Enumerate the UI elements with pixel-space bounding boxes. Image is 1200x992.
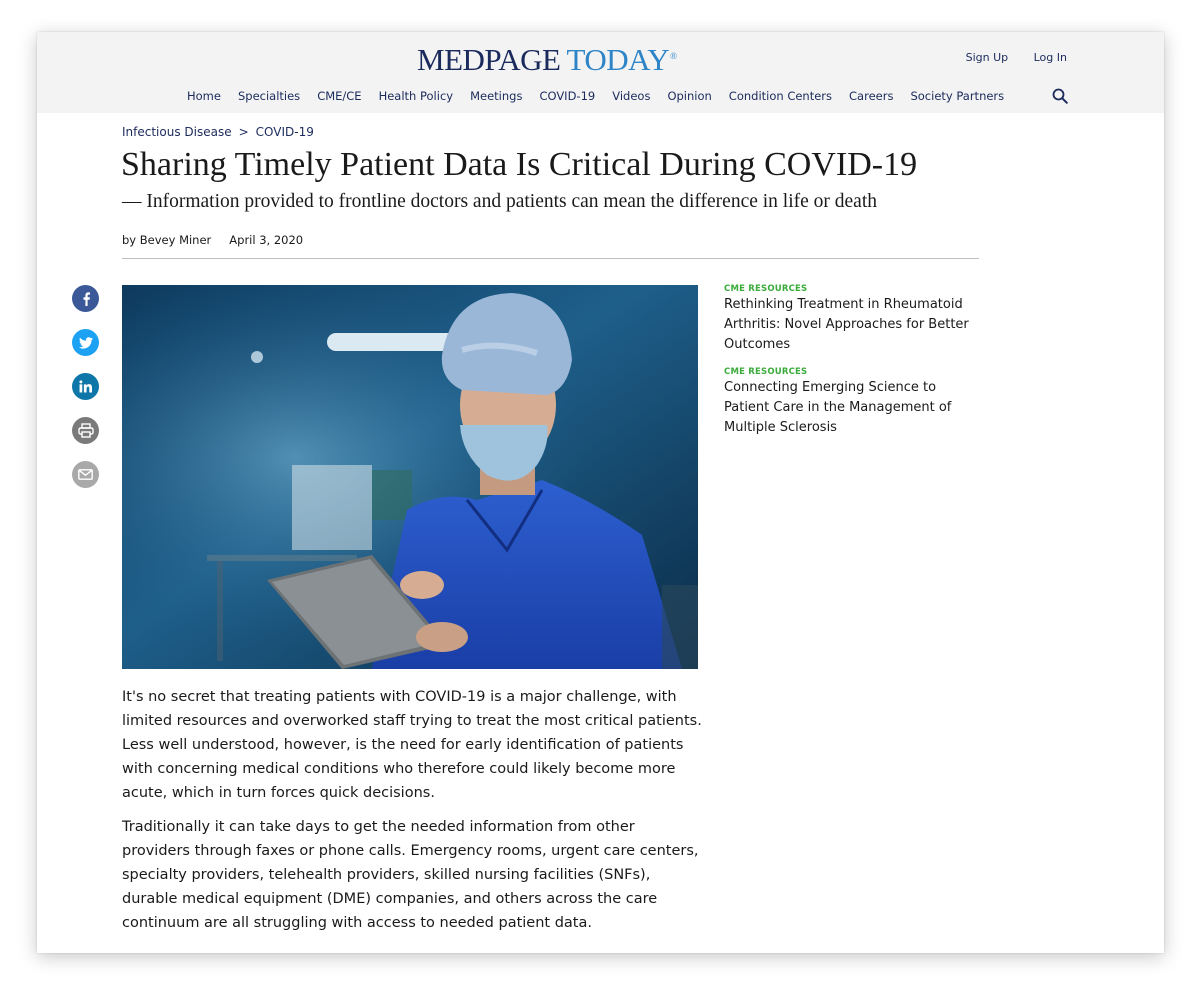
- nav-item-opinion[interactable]: Opinion: [667, 89, 712, 103]
- logo-registered-mark: ®: [670, 50, 677, 61]
- linkedin-icon: [79, 380, 92, 393]
- breadcrumb-covid-19[interactable]: COVID-19: [255, 125, 314, 139]
- breadcrumb-separator: >: [238, 125, 249, 139]
- email-icon: [78, 469, 93, 480]
- publish-date: April 3, 2020: [229, 233, 304, 247]
- byline: [122, 233, 303, 247]
- print-button[interactable]: [72, 417, 99, 444]
- twitter-share-button[interactable]: [72, 329, 99, 356]
- nav-item-videos[interactable]: Videos: [612, 89, 651, 103]
- breadcrumb-infectious-disease[interactable]: Infectious Disease: [122, 125, 232, 139]
- linkedin-share-button[interactable]: [72, 373, 99, 400]
- page-frame: [37, 32, 1164, 953]
- article-subtitle: — Information provided to frontline doctors and patients can mean the difference in life or death: [122, 191, 878, 212]
- nav-item-health-policy[interactable]: Health Policy: [378, 89, 454, 103]
- cme-resource-item[interactable]: [724, 284, 979, 355]
- article-hero-image: [122, 285, 698, 669]
- article-body: [122, 685, 707, 945]
- nav-item-covid-19[interactable]: COVID-19: [539, 89, 596, 103]
- print-icon: [78, 423, 94, 438]
- nav-item-specialties[interactable]: Specialties: [237, 89, 301, 103]
- article-title: Sharing Timely Patient Data Is Critical During COVID-19: [121, 146, 918, 183]
- site-header: [37, 32, 1164, 113]
- nav-item-meetings[interactable]: Meetings: [470, 89, 523, 103]
- logo-medpage: MEDPAGE: [417, 42, 561, 77]
- author-link[interactable]: by Bevey Miner: [122, 233, 212, 247]
- cme-resource-item[interactable]: [724, 367, 979, 438]
- nav-item-society-partners[interactable]: Society Partners: [910, 89, 1005, 103]
- article-paragraph: It's no secret that treating patients with COVID-19 is a major challenge, with limited resources and overworked staff trying to treat the most critical patients. Less well understood, however, is the need for early identification of patients with concerning medical conditions who therefore could likely become more acute, which in turn forces quick decisions.: [122, 689, 702, 801]
- facebook-share-button[interactable]: [72, 285, 99, 312]
- site-logo[interactable]: [417, 42, 676, 78]
- cme-resource-link[interactable]: Rethinking Treatment in Rheumatoid Arthritis: Novel Approaches for Better Outcomes: [724, 297, 969, 352]
- nav-item-cme-ce[interactable]: CME/CE: [317, 89, 362, 103]
- logo-today: TODAY: [566, 42, 670, 77]
- share-bar: [72, 285, 99, 505]
- facebook-icon: [80, 292, 92, 306]
- sidebar: [724, 284, 979, 450]
- header-divider: [122, 258, 979, 259]
- account-links: [944, 51, 1067, 64]
- nav-item-home[interactable]: Home: [187, 89, 221, 103]
- nav-item-careers[interactable]: Careers: [849, 89, 894, 103]
- email-share-button[interactable]: [72, 461, 99, 488]
- main-nav: [187, 89, 1021, 103]
- search-icon[interactable]: [1052, 88, 1068, 104]
- breadcrumb: [122, 125, 314, 139]
- log-in-link[interactable]: Log In: [1033, 51, 1067, 64]
- article-paragraph: Traditionally it can take days to get the needed information from other providers through faxes or phone calls. Emergency rooms, urgent care centers, specialty providers, telehealth providers, skilled nursing facilities (SNFs), durable medical equipment (DME) companies, and others across the care continuum are all struggling with access to needed patient data.: [122, 819, 699, 931]
- sign-up-link[interactable]: Sign Up: [965, 51, 1009, 64]
- cme-resource-tag: CME RESOURCES: [724, 284, 808, 294]
- twitter-icon: [79, 337, 93, 349]
- cme-resource-link[interactable]: Connecting Emerging Science to Patient Care in the Management of Multiple Sclerosis: [724, 380, 952, 435]
- cme-resource-tag: CME RESOURCES: [724, 367, 808, 377]
- nav-item-condition-centers[interactable]: Condition Centers: [728, 89, 833, 103]
